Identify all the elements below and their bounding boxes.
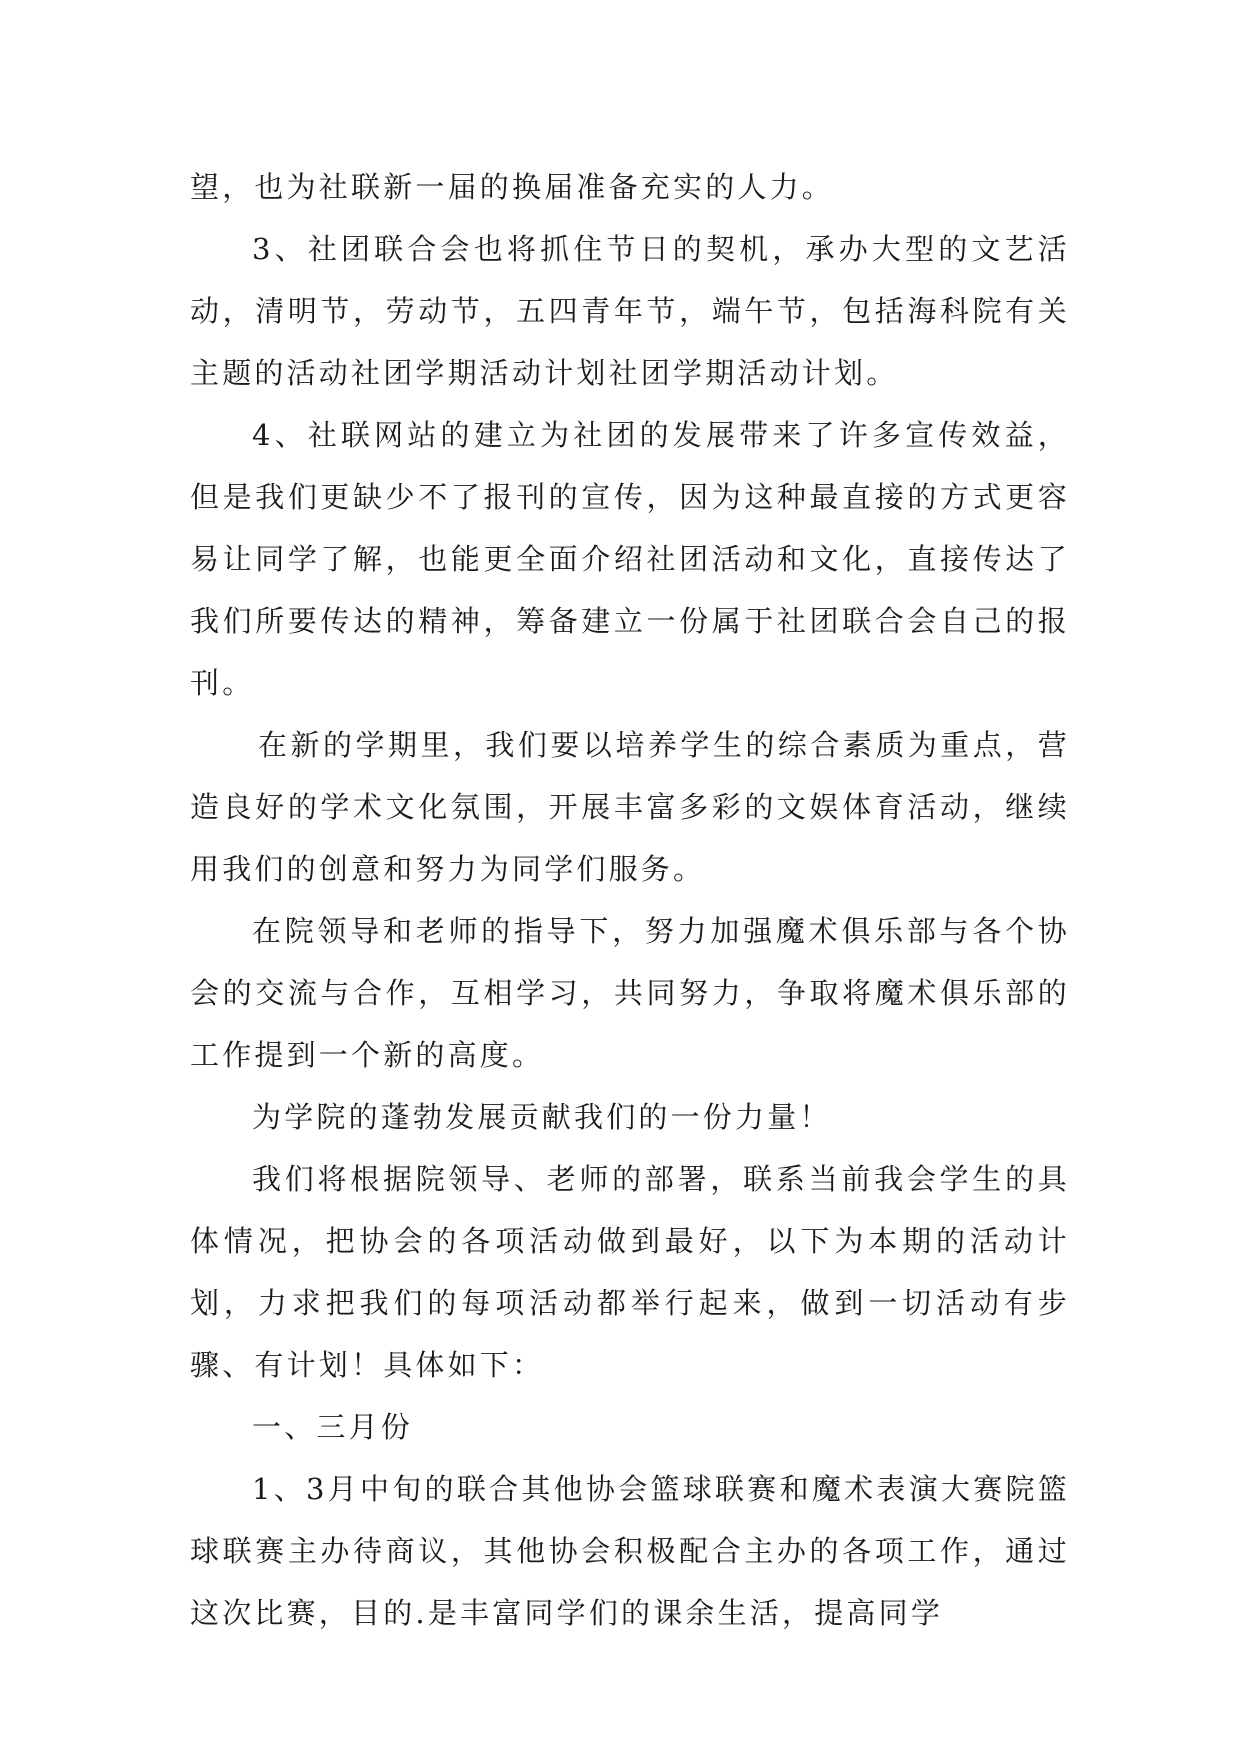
paragraph-item-3: 3、社团联合会也将抓住节日的契机，承办大型的文艺活动，清明节，劳动节，五四青年节，端午节，包括海科院有关主题的活动社团学期活动计划社团学期活动计划。 [190,232,1070,390]
paragraph-continuation: 望，也为社联新一届的换届准备充实的人力。 [190,170,835,204]
paragraph-contribution: 为学院的蓬勃发展贡献我们的一份力量！ [252,1100,832,1134]
paragraph-plan-intro: 我们将根据院领导、老师的部署，联系当前我会学生的具体情况，把协会的各项活动做到最好，以下为本期的活动计划，力求把我们的每项活动都举行起来，做到一切活动有步骤、有计划！具体如下： [190,1162,1070,1382]
paragraph-new-semester: 在新的学期里，我们要以培养学生的综合素质为重点，营造良好的学术文化氛围，开展丰富多彩的文娱体育活动，继续用我们的创意和努力为同学们服务。 [190,728,1070,886]
document-body [190,156,1070,1644]
section-heading-march: 一、三月份 [252,1410,414,1444]
paragraph-item-4: 4、社联网站的建立为社团的发展带来了许多宣传效益，但是我们更缺少不了报刊的宣传，因为这种最直接的方式更容易让同学了解，也能更全面介绍社团活动和文化，直接传达了我们所要传达的精神，筹备建立一份属于社团联合会自己的报刊。 [190,418,1070,700]
paragraph-guidance: 在院领导和老师的指导下，努力加强魔术俱乐部与各个协会的交流与合作，互相学习，共同努力，争取将魔术俱乐部的工作提到一个新的高度。 [190,914,1070,1072]
paragraph-march-item-1: 1、3月中旬的联合其他协会篮球联赛和魔术表演大赛院篮球联赛主办待商议，其他协会积极配合主办的各项工作，通过这次比赛，目的.是丰富同学们的课余生活，提高同学 [190,1472,1070,1630]
